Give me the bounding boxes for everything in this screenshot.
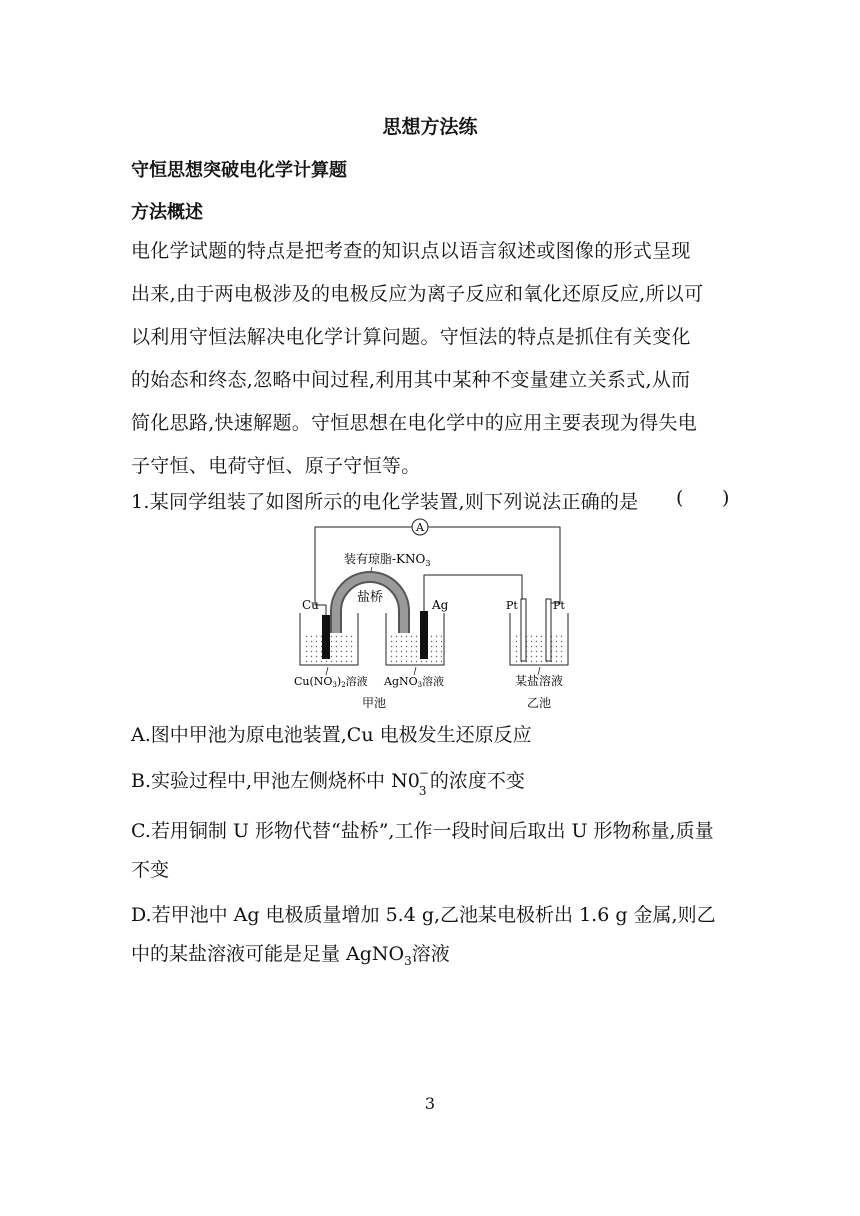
solution-right xyxy=(512,633,566,665)
page-number: 3 xyxy=(424,1094,436,1113)
page-title: 思想方法练 xyxy=(382,116,478,138)
option-d-line2-pre: 中的某盐溶液可能是足量 AgNO xyxy=(131,943,405,965)
option-b xyxy=(131,766,525,798)
method-heading: 方法概述 xyxy=(131,202,203,223)
option-b-pre: B.实验过程中,甲池左侧烧杯中 xyxy=(131,770,392,792)
solution-mid-label-b: 溶液 xyxy=(422,675,445,688)
svg-text:装有琼脂-KNO3 xyxy=(344,551,430,568)
option-d-line2 xyxy=(131,939,450,968)
option-c-line2: 不变 xyxy=(131,859,170,881)
wire-outer-right xyxy=(426,527,560,603)
solution-left-label-a: Cu(NO xyxy=(294,675,333,688)
paragraph-line: 简化思路,快速解题。守恒思想在电化学中的应用主要表现为得失电 xyxy=(131,412,698,434)
electrode-pt-left-label: Pt xyxy=(506,599,518,612)
solution-left-label-sub2: 2 xyxy=(341,681,346,689)
cell-yi-label: 乙池 xyxy=(526,696,552,710)
paragraph-line: 电化学试题的特点是把考查的知识点以语言叙述或图像的形式呈现 xyxy=(131,240,691,262)
paragraph-line: 以利用守恒法解决电化学计算问题。守恒法的特点是抓住有关变化 xyxy=(131,326,691,348)
answer-paren-open: ( xyxy=(676,487,684,509)
nitrate-ion xyxy=(391,766,429,798)
solution-mid-label-a: AgNO xyxy=(384,675,418,688)
solution-left-label-c: 溶液 xyxy=(345,675,368,688)
paragraph-line: 的始态和终态,忽略中间过程,利用其中某种不变量建立关系式,从而 xyxy=(131,369,691,391)
solution-right-label: 某盐溶液 xyxy=(514,674,564,688)
electrode-ag xyxy=(420,611,428,659)
salt-bridge-text-sub: 3 xyxy=(425,559,431,568)
electrode-cu-label: Cu xyxy=(302,598,319,612)
paragraph-line: 子守恒、电荷守恒、原子守恒等。 xyxy=(131,455,421,477)
solution-left-label-sub3: 3 xyxy=(332,681,337,689)
electrochemistry-apparatus-figure xyxy=(290,515,580,715)
option-c-line1: C.若用铜制 U 形物代替“盐桥”,工作一段时间后取出 U 形物称量,质量 xyxy=(131,820,714,842)
electrode-pt-right xyxy=(546,599,551,661)
section-title: 守恒思想突破电化学计算题 xyxy=(131,160,347,181)
cell-jia-label: 甲池 xyxy=(361,696,387,710)
solution-left-label-b: ) xyxy=(336,675,342,688)
answer-paren-close: ) xyxy=(722,487,730,509)
nitrate-ion-formula: N0 xyxy=(391,770,420,792)
electrode-pt-left xyxy=(521,599,526,661)
option-b-post: 的浓度不变 xyxy=(429,770,525,792)
electrode-pt-right-label: Pt xyxy=(553,599,565,612)
option-d-line2-sub: 3 xyxy=(404,953,412,968)
option-d-line2-post: 溶液 xyxy=(411,943,450,965)
svg-text:Cu(NO3)2溶液 xyxy=(294,674,368,689)
electrode-ag-label: Ag xyxy=(432,598,449,612)
option-d-line1: D.若甲池中 Ag 电极质量增加 5.4 g,乙池某电极析出 1.6 g 金属,则乙 xyxy=(131,904,716,926)
option-a: A.图中甲池为原电池装置,Cu 电极发生还原反应 xyxy=(131,724,532,746)
nitrate-ion-subscript: 3 xyxy=(418,784,427,798)
salt-bridge-text: 装有琼脂-KNO xyxy=(344,552,426,566)
ammeter-label: A xyxy=(416,521,424,534)
question-stem: 1.某同学组装了如图所示的电化学装置,则下列说法正确的是 xyxy=(131,491,639,513)
salt-bridge-label: 盐桥 xyxy=(356,590,384,605)
electrode-cu xyxy=(322,615,330,659)
paragraph-line: 出来,由于两电极涉及的电极反应为离子反应和氧化还原反应,所以可 xyxy=(131,283,704,305)
solution-mid xyxy=(388,633,442,665)
solution-mid-label-sub: 3 xyxy=(417,681,423,689)
svg-text:AgNO3溶液 xyxy=(383,674,444,689)
nitrate-ion-charge: − xyxy=(418,766,429,780)
